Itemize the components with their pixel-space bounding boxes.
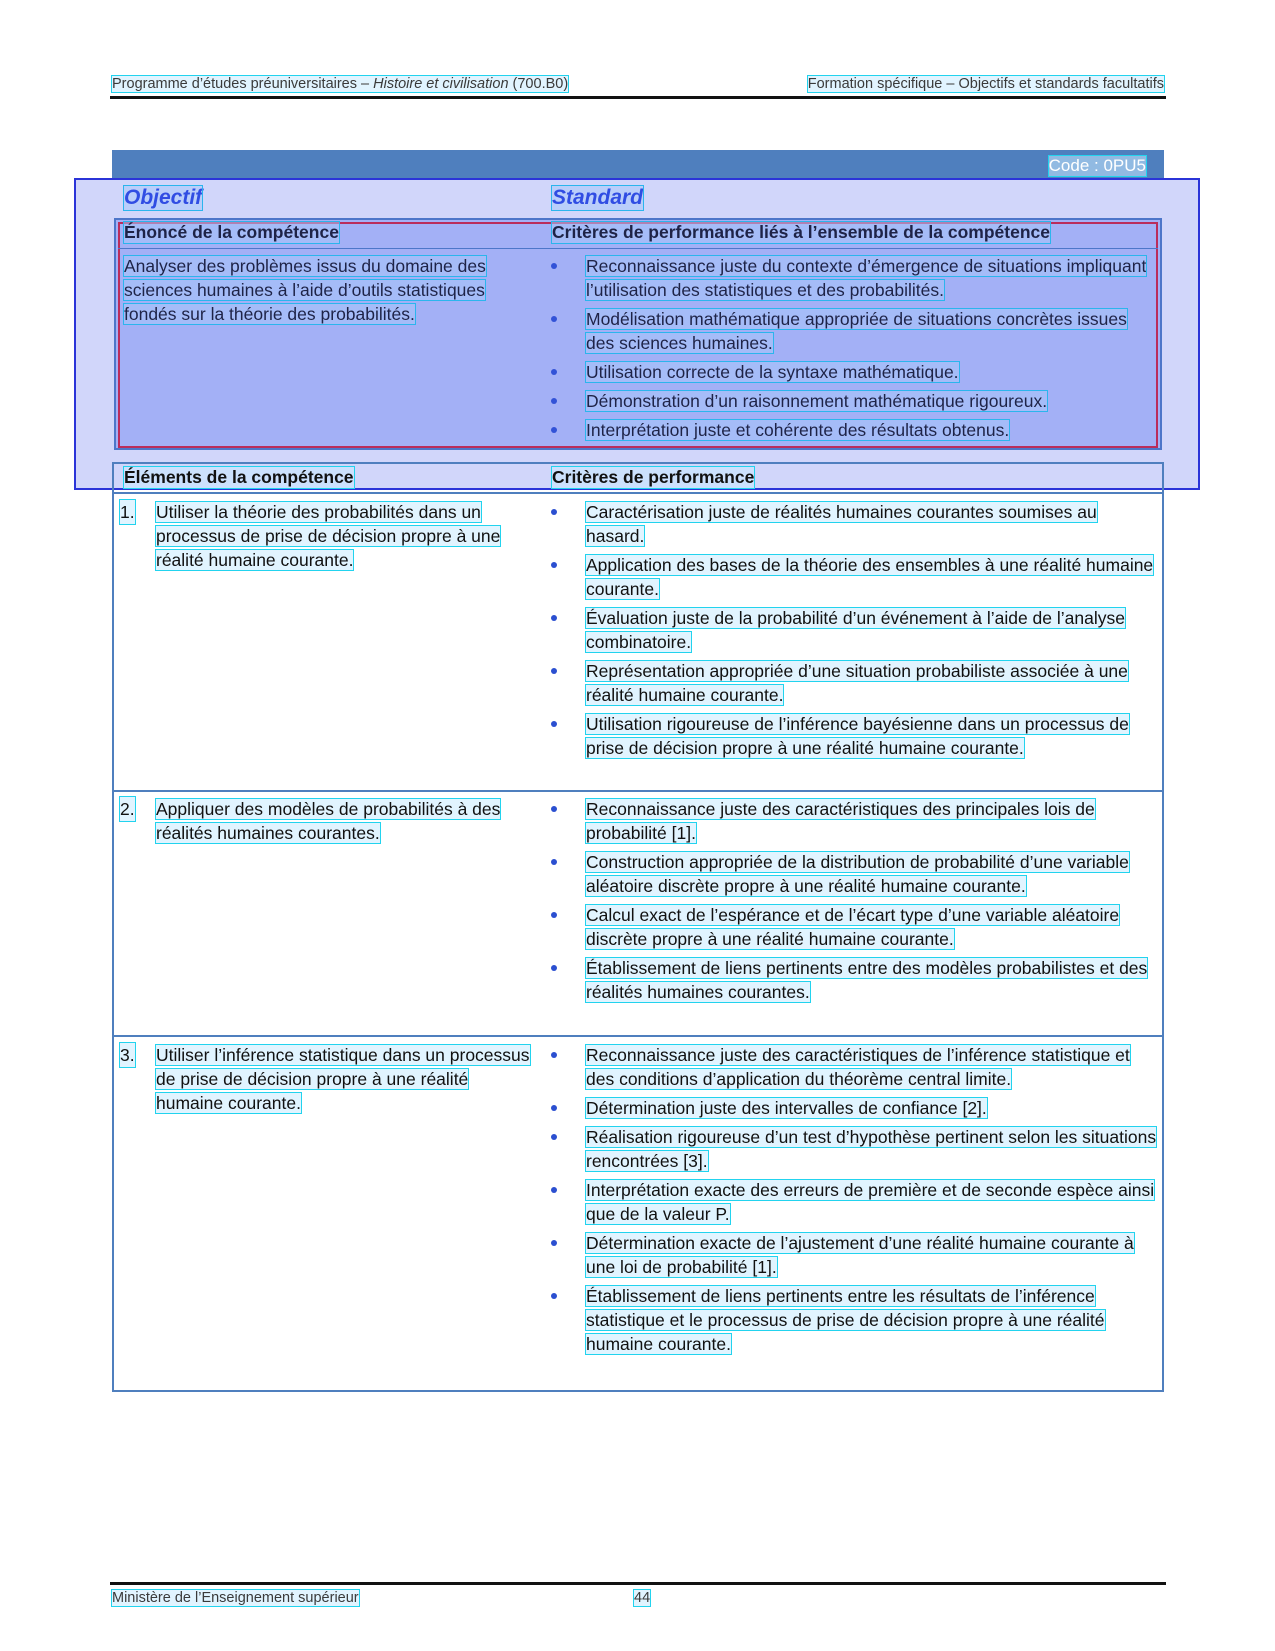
header-program-prefix: Programme d’études préuniversitaires – [112,76,374,92]
criterion-text: Réalisation rigoureuse d’un test d’hypothèse pertinent selon les situations rencontrées [3]. [586,1127,1157,1171]
element-2-criteria [548,797,1158,1009]
criterion-text: Modélisation mathématique appropriée de situations concrètes issues des sciences humaines. [586,309,1127,353]
element-3 [120,1043,540,1115]
criterion-text: Calcul exact de l’espérance et de l’écart type d’une variable aléatoire discrète propre à une réalité humaine courante. [586,905,1120,949]
criterion-text: Représentation appropriée d’une situation probabiliste associée à une réalité humaine courante. [586,661,1128,705]
competency-code: Code : 0PU5 [1048,156,1146,175]
criterion-text: Détermination exacte de l’ajustement d’une réalité humaine courante à une loi de probabilité [1]. [586,1233,1134,1277]
criterion-text: Caractérisation juste de réalités humaines courantes soumises au hasard. [586,502,1097,546]
criterion-text: Reconnaissance juste du contexte d’émergence de situations impliquant l’utilisation des statistiques et des probabilités. [586,256,1147,300]
element-number: 1. [120,502,135,522]
element-3-criteria [548,1043,1158,1361]
criterion-item [548,850,1158,898]
code-bar [112,150,1164,180]
element-text: Utiliser la théorie des probabilités dans un processus de prise de décision propre à une réalité humaine courante. [156,502,501,570]
bullet-icon [551,615,557,621]
competence-statement-text: Analyser des problèmes issus du domaine des sciences humaines à l’aide d’outils statistiques fondés sur la théorie des probabilités. [124,256,486,324]
element-text: Utiliser l’inférence statistique dans un processus de prise de décision propre à une réalité humaine courante. [156,1045,530,1113]
element-1 [120,500,540,572]
element-text: Appliquer des modèles de probabilités à des réalités humaines courantes. [156,799,501,843]
element-row-divider [114,1035,1162,1037]
element-number: 2. [120,799,135,819]
criterion-item [548,1231,1158,1279]
criterion-text: Démonstration d’un raisonnement mathématique rigoureux. [586,391,1048,411]
header-program-code: (700.B0) [508,76,569,92]
element-1-criteria [548,500,1158,765]
header-section: Formation spécifique – Objectifs et standards facultatifs [807,76,1164,92]
bullet-icon [551,806,557,812]
bullet-icon [551,1105,557,1111]
competence-criteria-heading: Critères de performance liés à l’ensemble de la compétence [552,222,1050,242]
element-row-divider [114,790,1162,792]
bullet-icon [551,1187,557,1193]
bullet-icon [551,1240,557,1246]
element-2 [120,797,540,845]
criterion-item [548,797,1158,845]
bullet-icon [551,912,557,918]
criterion-text: Évaluation juste de la probabilité d’un événement à l’aide de l’analyse combinatoire. [586,608,1125,652]
standard-label: Standard [552,186,644,209]
criterion-text: Détermination juste des intervalles de confiance [2]. [586,1098,987,1118]
criterion-text: Construction appropriée de la distribution de probabilité d’une variable aléatoire discrète propre à une réalité humaine courante. [586,852,1129,896]
criterion-item [548,500,1158,548]
criterion-item [548,606,1158,654]
criterion-text: Établissement de liens pertinents entre les résultats de l’inférence statistique et le processus de prise de décision propre à une réalité humaine courante. [586,1286,1105,1354]
bullet-icon [551,562,557,568]
header-subject: Histoire et civilisation [373,76,509,92]
criterion-text: Interprétation exacte des erreurs de première et de seconde espèce ainsi que de la valeur P. [586,1180,1155,1224]
bullet-icon [551,859,557,865]
bullet-icon [551,721,557,727]
criterion-item [548,1096,1158,1120]
objective-label: Objectif [124,186,203,209]
page-header [112,76,1164,96]
criterion-item [548,712,1158,760]
bullet-icon [551,1134,557,1140]
bullet-icon [551,509,557,515]
header-program [112,76,568,92]
bullet-icon [551,1293,557,1299]
bullet-icon [551,668,557,674]
criterion-text: Établissement de liens pertinents entre des modèles probabilistes et des réalités humaines courantes. [586,958,1148,1002]
criterion-item [548,1178,1158,1226]
criterion-text: Application des bases de la théorie des ensembles à une réalité humaine courante. [586,555,1154,599]
selection-overlay [74,178,1200,490]
criterion-text: Interprétation juste et cohérente des résultats obtenus. [586,420,1010,440]
criterion-text: Reconnaissance juste des caractéristiques de l’inférence statistique et des conditions d’application du théorème central limite. [586,1045,1130,1089]
elements-heading-rule [114,492,1162,494]
bullet-icon [551,965,557,971]
statement-heading: Énoncé de la compétence [124,222,339,242]
criterion-item [548,1043,1158,1091]
element-number: 3. [120,1045,135,1065]
bullet-icon [551,1052,557,1058]
elements-heading: Éléments de la compétence [124,467,354,487]
header-rule [110,96,1166,99]
criterion-item [548,659,1158,707]
criterion-item [548,903,1158,951]
criterion-item [548,553,1158,601]
criterion-text: Reconnaissance juste des caractéristiques des principales lois de probabilité [1]. [586,799,1095,843]
criterion-text: Utilisation rigoureuse de l’inférence bayésienne dans un processus de prise de décision propre à une réalité humaine courante. [586,714,1129,758]
criterion-item [548,1125,1158,1173]
elements-criteria-heading: Critères de performance [552,467,755,487]
footer-ministry: Ministère de l’Enseignement supérieur [112,1590,359,1606]
page-number: 44 [634,1590,651,1606]
criterion-text: Utilisation correcte de la syntaxe mathématique. [586,362,959,382]
criterion-item [548,1284,1158,1356]
footer-rule [110,1582,1166,1585]
criterion-item [548,956,1158,1004]
